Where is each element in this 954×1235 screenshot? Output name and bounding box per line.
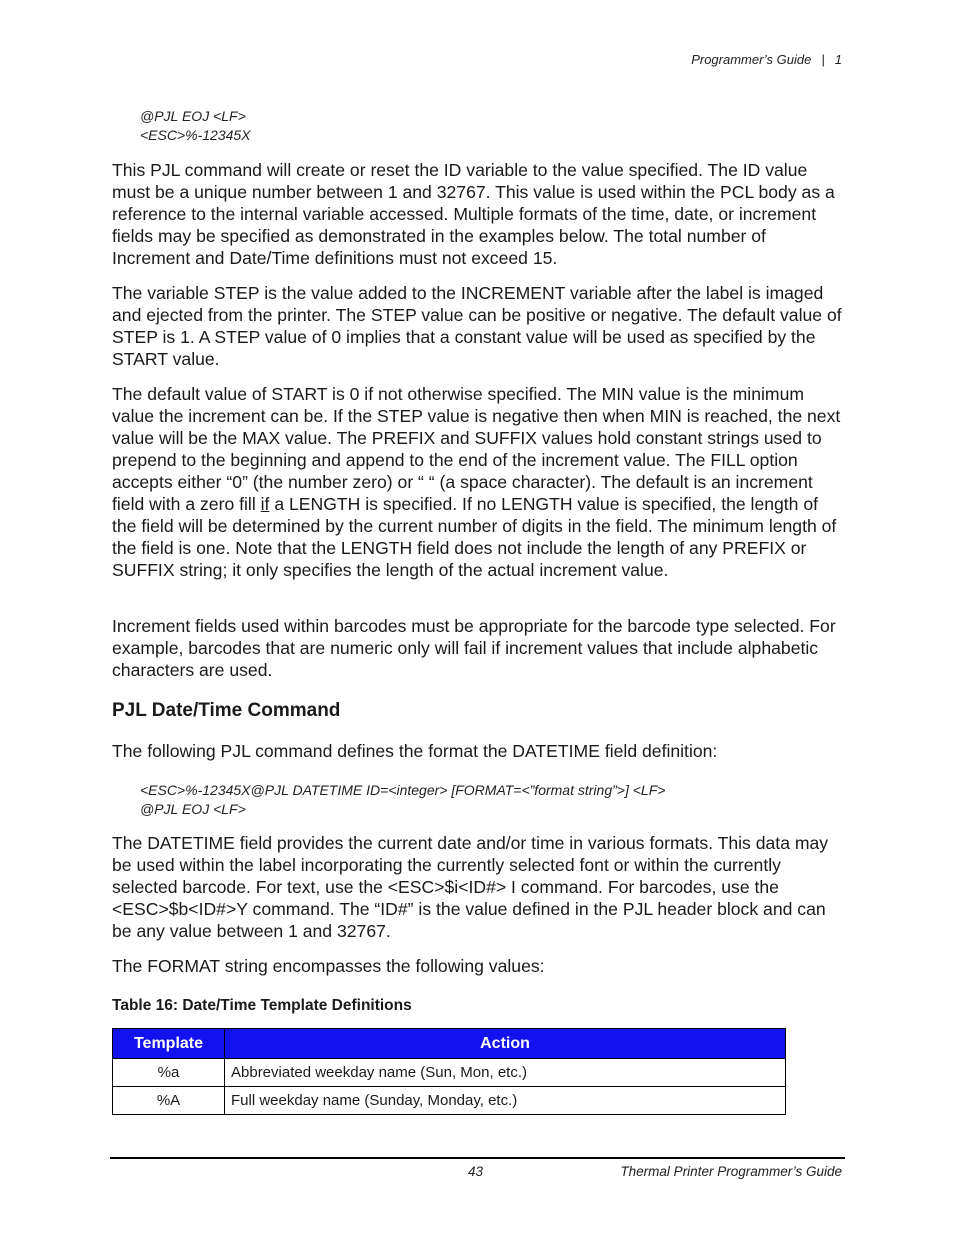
- paragraph-format-string: The FORMAT string encompasses the following values:: [112, 956, 545, 976]
- table-row: [113, 1059, 786, 1087]
- code-line: <ESC>%-12345X: [140, 127, 251, 143]
- code-block-1: [140, 107, 251, 145]
- table-caption: Table 16: Date/Time Template Definitions: [112, 997, 412, 1014]
- code-line: <ESC>%-12345X@PJL DATETIME ID=<integer> [FORMAT=<”format string”>] <LF>: [140, 782, 666, 798]
- paragraph-datetime-field: The DATETIME field provides the current date and/or time in various formats. This data may be used within the label incorporating the currently selected font or within the currently selected barcode. For text, use the <ESC>$i<ID#> I command. For barcodes, use the <ESC>$b<ID#>Y command. The “ID#” is the value defined in the PJL header block and can be any value between 1 and 32767.: [112, 833, 829, 941]
- running-header: [691, 52, 842, 67]
- underlined-if: if: [260, 494, 270, 514]
- footer-title: Thermal Printer Programmer’s Guide: [620, 1164, 842, 1179]
- paragraph-start-default: The default value of START is 0 if not otherwise specified. The MIN value is the minimum value the increment can be. If the STEP value is negative then when MIN is reached, the next value will be the MAX value. The PREFIX and SUFFIX values hold constant strings used to prepend to the beginning and append to the end of the increment value. The FILL option accepts either “0” (the number zero) or “ “ (a space character). The default is an increment field with a zero fill if a LENGTH is specified. If no LENGTH value is specified, the length of the field will be determined by the current number of digits in the field. The minimum length of the field is one. Note that the LENGTH field does not include the length of any PREFIX or SUFFIX string; it only specifies the length of the actual increment value.: [112, 384, 841, 580]
- footer-rule: [110, 1157, 845, 1159]
- table-header-row: [113, 1029, 786, 1059]
- table-header-action: Action: [225, 1029, 786, 1059]
- header-separator: |: [821, 52, 825, 67]
- header-guide-name: Programmer’s Guide: [691, 52, 812, 67]
- table-cell-template: %a: [113, 1059, 225, 1087]
- table-row: [113, 1087, 786, 1115]
- footer-page-number: 43: [468, 1164, 484, 1179]
- paragraph-id-variable: This PJL command will create or reset the ID variable to the value specified. The ID value must be a unique number between 1 and 32767. This value is used within the PCL body as a reference to the internal variable accessed. Multiple formats of the time, date, or increment fields may be specified as demonstrated in the examples below. The total number of Increment and Date/Time definitions must not exceed 15.: [112, 160, 835, 268]
- code-line: @PJL EOJ <LF>: [140, 108, 246, 124]
- paragraph-datetime-intro: The following PJL command defines the format the DATETIME field definition:: [112, 741, 718, 761]
- datetime-template-table: [112, 1028, 786, 1115]
- code-block-2: [140, 781, 665, 819]
- section-heading: PJL Date/Time Command: [112, 700, 341, 721]
- table-header-template: Template: [113, 1029, 225, 1059]
- table-cell-action: Full weekday name (Sunday, Monday, etc.): [225, 1087, 786, 1115]
- header-page: 1: [834, 52, 842, 67]
- table-cell-action: Abbreviated weekday name (Sun, Mon, etc.): [225, 1059, 786, 1087]
- code-line: @PJL EOJ <LF>: [140, 801, 246, 817]
- table-cell-template: %A: [113, 1087, 225, 1115]
- paragraph-step-variable: The variable STEP is the value added to the INCREMENT variable after the label is imaged and ejected from the printer. The STEP value can be positive or negative. The default value of STEP is 1. A STEP value of 0 implies that a constant value will be used as specified by the START value.: [112, 283, 842, 369]
- paragraph-barcode-increment: Increment fields used within barcodes must be appropriate for the barcode type selected. For example, barcodes that are numeric only will fail if increment values that include alphabetic characters are used.: [112, 616, 836, 680]
